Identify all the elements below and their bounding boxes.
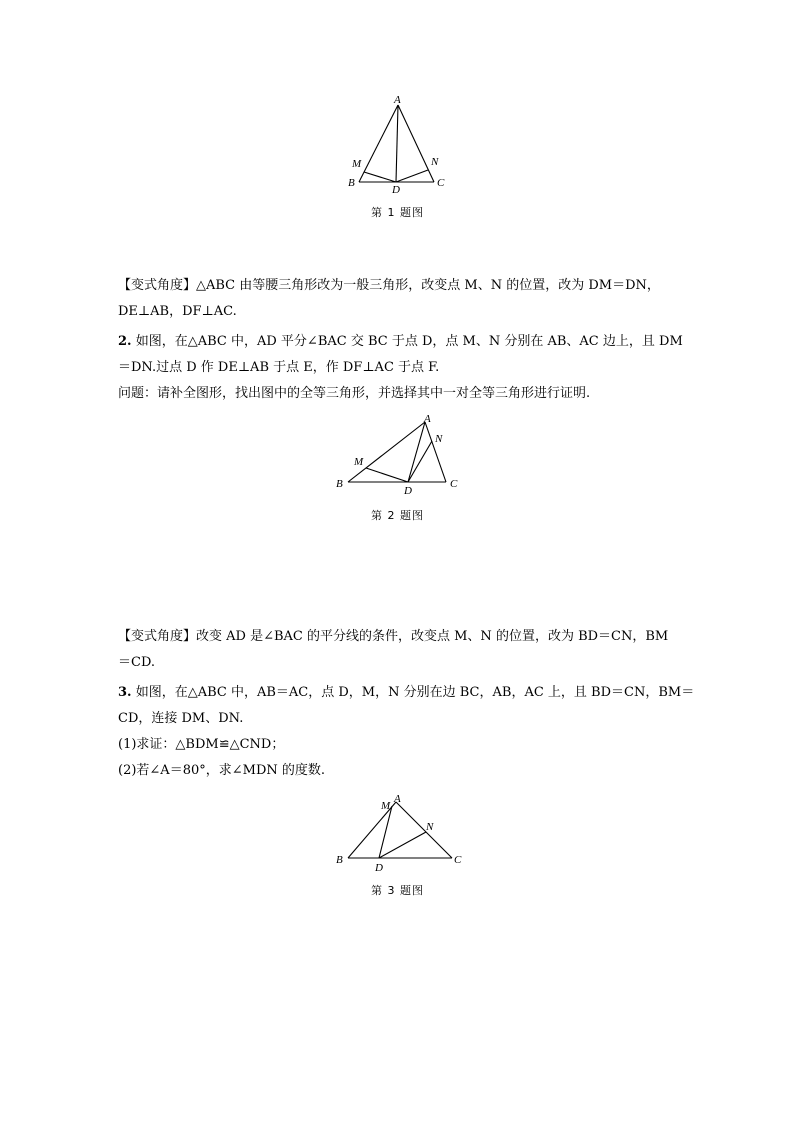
label-n: N — [435, 433, 443, 445]
label-c: C — [454, 854, 462, 866]
label-n: N — [426, 821, 434, 833]
label-b: B — [336, 478, 343, 490]
question-3-line-1 — [118, 680, 695, 706]
label-m: M — [354, 456, 364, 468]
variant-1-line-1: 【变式角度】△ABC 由等腰三角形改为一般三角形，改变点 M、N 的位置，改为 DM＝DN， — [118, 278, 660, 293]
segment-dn — [408, 441, 432, 482]
variant-2 — [118, 624, 678, 676]
label-m: M — [381, 800, 391, 812]
figure-1-caption: 第 1 题图 — [371, 206, 424, 219]
variant-1-line-2: DE⊥AB，DF⊥AC. — [118, 304, 237, 319]
label-b: B — [348, 177, 355, 189]
figure-3-diagram — [330, 790, 470, 880]
label-b: B — [336, 854, 343, 866]
question-2-line-2: ＝DN.过点 D 作 DE⊥AB 于点 E，作 DF⊥AC 于点 F. — [118, 360, 440, 375]
question-3-line-4: (2)若∠A＝80°，求∠MDN 的度数. — [118, 763, 326, 778]
question-3 — [118, 680, 695, 784]
segment-ad — [396, 105, 398, 182]
label-c: C — [450, 478, 458, 490]
segment-dm — [364, 172, 396, 182]
label-m: M — [352, 158, 362, 170]
question-3-number: 3. — [118, 685, 132, 700]
question-2-text-1: 如图，在△ABC 中，AD 平分∠BAC 交 BC 于点 D，点 M、N 分别在 AB、AC 边上，且 DM — [135, 334, 683, 349]
label-a: A — [394, 94, 401, 106]
figure-1-diagram — [340, 90, 460, 195]
label-d: D — [404, 485, 412, 497]
question-3-text-1: 如图，在△ABC 中，AB＝AC，点 D，M，N 分别在边 BC，AB，AC 上，且 BD＝CN，BM＝ — [135, 685, 695, 700]
question-2-line-1 — [118, 329, 683, 355]
variant-2-line-1: 【变式角度】改变 AD 是∠BAC 的平分线的条件，改变点 M、N 的位置，改为 BD＝CN，BM — [118, 629, 669, 644]
label-d: D — [392, 184, 400, 196]
side-ac — [398, 105, 434, 182]
side-ac — [425, 422, 446, 482]
label-a: A — [394, 793, 401, 805]
segment-ad — [408, 422, 425, 482]
segment-dm — [366, 468, 408, 482]
question-3-line-2: CD，连接 DM、DN. — [118, 711, 244, 726]
segment-dn — [379, 832, 426, 858]
label-d: D — [375, 862, 383, 874]
figure-1 — [340, 90, 460, 195]
figure-3 — [330, 790, 470, 880]
figure-2 — [330, 412, 470, 497]
label-c: C — [437, 177, 445, 189]
side-ac — [396, 802, 452, 858]
figure-2-caption: 第 2 题图 — [371, 509, 424, 522]
side-ab — [359, 105, 398, 182]
question-2-line-3: 问题：请补全图形，找出图中的全等三角形，并选择其中一对全等三角形进行证明. — [118, 386, 591, 401]
label-a: A — [424, 413, 431, 425]
question-2 — [118, 329, 683, 407]
label-n: N — [431, 156, 439, 168]
question-2-number: 2. — [118, 334, 132, 349]
variant-1 — [118, 273, 678, 325]
figure-3-caption: 第 3 题图 — [371, 884, 424, 897]
variant-2-line-2: ＝CD. — [118, 655, 156, 670]
question-3-line-3: (1)求证：△BDM≌△CND； — [118, 737, 285, 752]
figure-2-diagram — [330, 412, 470, 497]
segment-dn — [396, 170, 428, 182]
